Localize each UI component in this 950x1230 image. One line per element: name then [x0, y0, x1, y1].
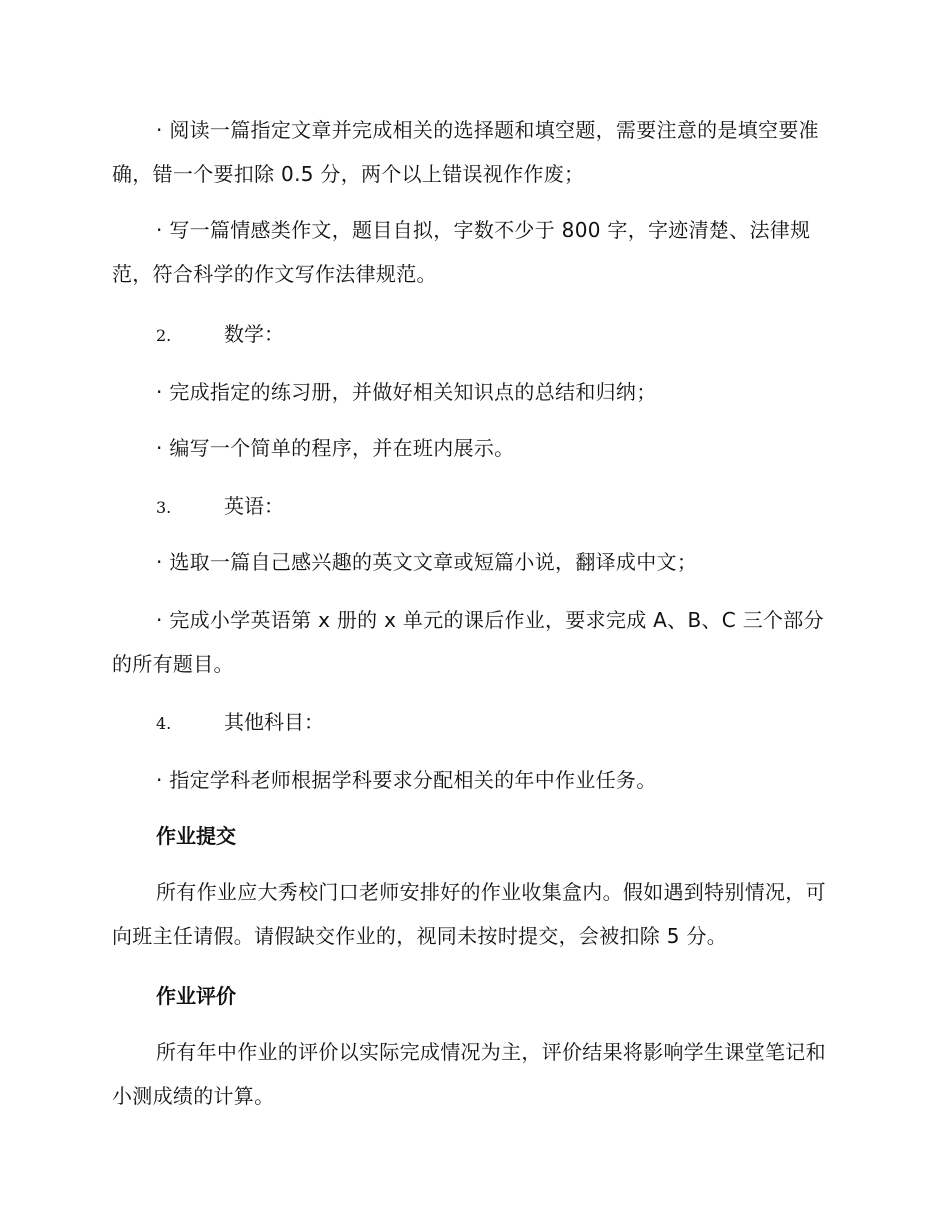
- other-section-title: [156, 700, 324, 746]
- section-number: 4.: [156, 714, 172, 733]
- english-section-title: [156, 484, 284, 530]
- english-homework-task: · 完成小学英语第 x 册的 x 单元的课后作业，要求完成 A、B、C 三个部分的所有题目。: [112, 608, 824, 676]
- english-translation-task: · 选取一篇自己感兴趣的英文文章或短篇小说，翻译成中文；: [156, 550, 698, 574]
- evaluation-text: 所有年中作业的评价以实际完成情况为主，评价结果将影响学生课堂笔记和小测成绩的计算。: [112, 1040, 826, 1108]
- chinese-reading-task: · 阅读一篇指定文章并完成相关的选择题和填空题，需要注意的是填空要准确，错一个要扣除 0.5 分，两个以上错误视作作废；: [112, 118, 819, 186]
- math-program-task: · 编写一个简单的程序，并在班内展示。: [156, 436, 515, 460]
- submission-heading: 作业提交: [156, 824, 236, 848]
- section-title: 英语：: [224, 494, 284, 518]
- section-number: 2.: [156, 326, 172, 345]
- math-section-title: [156, 312, 284, 358]
- chinese-essay-task: · 写一篇情感类作文，题目自拟，字数不少于 800 字，字迹清楚、法律规范，符合科学的作文写作法律规范。: [112, 218, 811, 286]
- section-title: 其他科目：: [224, 710, 324, 734]
- math-workbook-task: · 完成指定的练习册，并做好相关知识点的总结和归纳；: [156, 380, 657, 404]
- section-number: 3.: [156, 498, 172, 517]
- evaluation-heading: 作业评价: [156, 984, 236, 1008]
- submission-text: 所有作业应大秀校门口老师安排好的作业收集盒内。假如遇到特别情况，可向班主任请假。请假缺交作业的，视同未按时提交，会被扣除 5 分。: [112, 880, 826, 948]
- section-title: 数学：: [224, 322, 284, 346]
- other-subject-task: · 指定学科老师根据学科要求分配相关的年中作业任务。: [156, 768, 657, 792]
